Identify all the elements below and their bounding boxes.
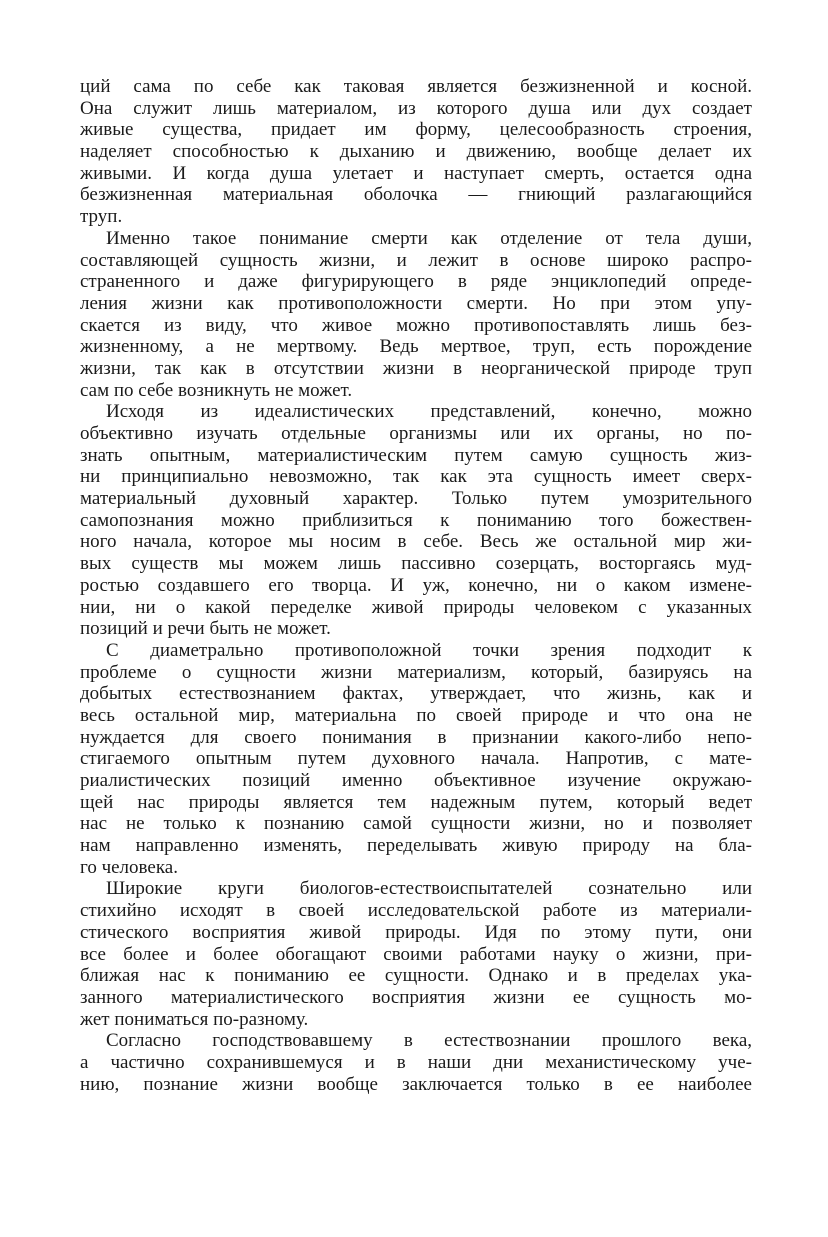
text-line: нам направленно изменять, переделывать живую природу на бла-	[80, 835, 752, 857]
paragraph	[80, 878, 752, 1030]
text-line: знать опытным, материалистическим путем самую сущность жиз-	[80, 444, 752, 466]
text-line: стического восприятия живой природы. Идя по этому пути, они	[80, 921, 752, 943]
text-line: составляющей сущность жизни, и лежит в основе широко распро-	[80, 249, 752, 271]
text-line: проблеме о сущности жизни материализм, который, базируясь на	[80, 661, 752, 683]
text-line: добытых естествознанием фактах, утверждает, что жизнь, как и	[80, 683, 752, 705]
text-line: ций сама по себе как таковая является безжизненной и косной.	[80, 76, 752, 97]
text-line: нии, ни о какой переделке живой природы человеком с указанных	[80, 596, 752, 618]
text-line: риалистических позиций именно объективное изучение окружаю-	[80, 770, 752, 791]
text-line: безжизненная материальная оболочка — гниющий разлагающийся	[80, 184, 752, 206]
text-line: объективно изучать отдельные организмы или их органы, но по-	[80, 423, 752, 444]
text-line: скается из виду, что живое можно противопоставлять лишь без-	[80, 314, 752, 336]
paragraph	[80, 76, 752, 228]
document-page	[80, 76, 752, 1095]
text-line: живые существа, придает им форму, целесообразность строения,	[80, 119, 752, 141]
text-line: вых существ мы можем лишь пассивно созерцать, восторгаясь муд-	[80, 553, 752, 575]
text-line: жет пониматься по-разному.	[80, 1008, 309, 1030]
text-line: ни принципиально невозможно, так как эта сущность имеет сверх-	[80, 466, 752, 488]
text-line: жизни, так как в отсутствии жизни в неорганической природе труп	[80, 357, 752, 379]
text-line: щей нас природы является тем надежным путем, который ведет	[80, 791, 752, 813]
text-line: ного начала, которое мы носим в себе. Весь же остальной мир жи-	[80, 531, 752, 553]
text-line: позиций и речи быть не может.	[80, 618, 331, 640]
text-line: весь остальной мир, материальна по своей природе и что она не	[80, 704, 752, 726]
text-line: ления жизни как противоположности смерти. Но при этом упу-	[80, 292, 752, 314]
text-line: занного материалистического восприятия жизни ее сущность мо-	[80, 986, 752, 1008]
text-line: стихийно исходят в своей исследовательской работе из материали-	[80, 900, 752, 922]
text-line: Она служит лишь материалом, из которого душа или дух создает	[80, 97, 752, 119]
text-line: самопознания можно приблизиться к пониманию того божествен-	[80, 509, 752, 531]
text-line: Именно такое понимание смерти как отделение от тела души,	[106, 227, 752, 249]
text-line: С диаметрально противоположной точки зрения подходит к	[106, 639, 752, 661]
text-line: ближая нас к пониманию ее сущности. Однако и в пределах ука-	[80, 965, 752, 987]
text-line: труп.	[80, 206, 123, 228]
text-line: сам по себе возникнуть не может.	[80, 379, 353, 401]
paragraph	[80, 228, 752, 402]
text-line: наделяет способностью к дыханию и движению, вообще делает их	[80, 141, 752, 163]
text-line: го человека.	[80, 856, 178, 878]
text-line: Согласно господствовавшему в естествознании прошлого века,	[106, 1030, 752, 1052]
paragraph	[80, 1030, 752, 1095]
text-line: живыми. И когда душа улетает и наступает смерть, остается одна	[80, 162, 752, 184]
text-line: ростью создавшего его творца. И уж, конечно, ни о каком измене-	[80, 574, 752, 596]
text-line: Широкие круги биологов-естествоиспытателей сознательно или	[106, 878, 752, 900]
text-line: а частично сохранившемуся и в наши дни механистическому уче-	[80, 1051, 752, 1073]
text-line: нас не только к познанию самой сущности жизни, но и позволяет	[80, 813, 752, 835]
text-line: жизненному, а не мертвому. Ведь мертвое, труп, есть порождение	[80, 336, 752, 358]
text-line: нию, познание жизни вообще заключается только в ее наиболее	[80, 1073, 752, 1095]
text-line: нуждается для своего понимания в признании какого-либо непо-	[80, 726, 752, 748]
text-line: Исходя из идеалистических представлений, конечно, можно	[106, 401, 752, 423]
paragraph	[80, 640, 752, 879]
paragraph	[80, 401, 752, 640]
text-line: страненного и даже фигурирующего в ряде энциклопедий опреде-	[80, 271, 752, 293]
text-line: стигаемого опытным путем духовного начала. Напротив, с мате-	[80, 748, 752, 770]
text-line: все более и более обогащают своими работами науку о жизни, при-	[80, 943, 752, 965]
text-line: материальный духовный характер. Только путем умозрительного	[80, 488, 752, 510]
